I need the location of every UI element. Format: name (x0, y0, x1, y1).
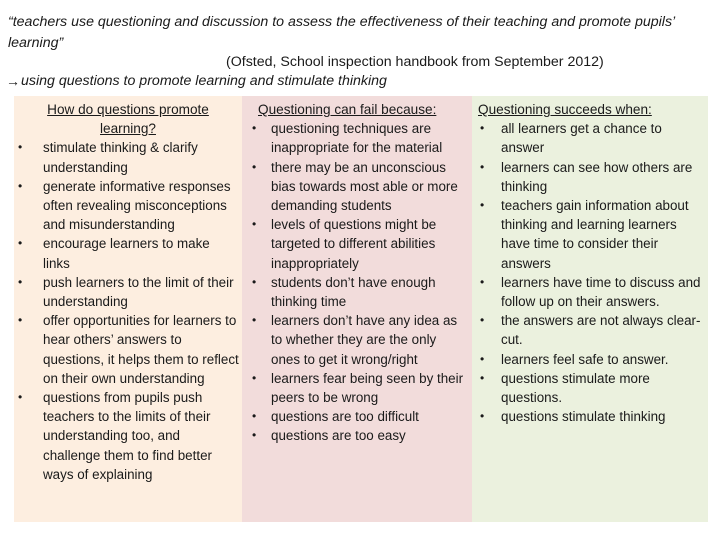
bullet-icon: • (480, 198, 485, 213)
list-item (14, 311, 242, 388)
column-heading: Questioning succeeds when: (478, 102, 652, 117)
list-item (472, 158, 708, 196)
quote-source: (Ofsted, School inspection handbook from September 2012) (226, 54, 604, 70)
list-item-text: there may be an unconscious bias towards most able or more demanding students (271, 159, 458, 214)
bullet-icon: • (252, 428, 257, 443)
column-questioning-fails (242, 96, 472, 522)
list-item-text: the answers are not always clear-cut. (501, 313, 701, 348)
bullet-icon: • (252, 409, 257, 424)
list-item (14, 273, 242, 311)
bullet-icon: • (18, 140, 23, 155)
column-heading: Questioning can fail because: (258, 102, 437, 117)
list-item (14, 234, 242, 272)
list-item (242, 273, 472, 311)
bullet-icon: • (252, 370, 257, 385)
list-item (14, 177, 242, 235)
bullet-icon: • (252, 313, 257, 328)
bullet-list (14, 138, 242, 484)
bullet-icon: • (480, 351, 485, 366)
list-item (242, 158, 472, 216)
bullet-icon: • (252, 159, 257, 174)
list-item-text: all learners get a chance to answer (501, 121, 662, 156)
bullet-icon: • (480, 409, 485, 424)
bullet-icon: • (480, 159, 485, 174)
list-item-text: students don’t have enough thinking time (271, 274, 436, 310)
list-item-text: teachers gain information about thinking and learning learners have time to consider their answers (501, 198, 689, 271)
list-item-text: learners don’t have any idea as to whether they are the only ones to get it wrong/right (271, 313, 458, 367)
list-item (242, 215, 472, 273)
list-item-text: generate informative responses often revealing misconceptions and misunderstanding (43, 178, 231, 233)
list-item (242, 407, 472, 426)
list-item-text: questions are too easy (271, 428, 406, 444)
bullet-icon: • (252, 274, 257, 289)
bullet-icon: • (18, 313, 23, 328)
list-item (242, 426, 472, 445)
list-item (242, 119, 472, 157)
list-item-text: push learners to the limit of their understanding (43, 274, 234, 310)
bullet-icon: • (18, 274, 23, 289)
list-item (472, 273, 708, 311)
column-heading: How do questions promote learning? (47, 102, 209, 137)
list-item-text: offer opportunities for learners to hear others’ answers to questions, it helps them to reflect on their own understanding (43, 313, 239, 386)
bullet-icon: • (18, 390, 23, 405)
list-item-text: learners can see how others are thinking (501, 159, 693, 194)
bullet-icon: • (480, 274, 485, 289)
bullet-icon: • (480, 370, 485, 385)
list-item (472, 119, 708, 157)
list-item (242, 369, 472, 407)
bullet-icon: • (18, 236, 23, 251)
bullet-icon: • (480, 121, 485, 136)
list-item-text: questions from pupils push teachers to the limits of their understanding too, and challenge them to find better ways of explaining (43, 390, 212, 482)
column-questioning-succeeds (472, 96, 708, 522)
list-item-text: learners fear being seen by their peers to be wrong (271, 370, 464, 406)
list-item-text: learners feel safe to answer. (501, 351, 669, 367)
list-item (472, 196, 708, 273)
list-item-text: questions stimulate thinking (501, 409, 666, 425)
list-item (472, 407, 708, 426)
bullet-icon: • (252, 217, 257, 232)
list-item (472, 350, 708, 369)
bullet-icon: • (480, 313, 485, 328)
bullet-icon: • (18, 178, 23, 193)
list-item (242, 311, 472, 369)
list-item-text: questions are too difficult (271, 409, 419, 425)
list-item-text: learners have time to discuss and follow up on their answers. (501, 274, 701, 310)
list-item-text: stimulate thinking & clarify understanding (43, 140, 198, 175)
list-item (14, 388, 242, 484)
subtitle-text: using questions to promote learning and stimulate thinking (21, 73, 387, 89)
slide-subtitle (6, 71, 387, 91)
list-item-text: questioning techniques are inappropriate for the material (271, 121, 443, 156)
column-how-questions-promote (14, 96, 242, 522)
list-item (14, 138, 242, 176)
list-item (472, 311, 708, 349)
list-item-text: levels of questions might be targeted to different abilities inappropriately (271, 217, 437, 271)
bullet-list (242, 119, 472, 445)
bullet-icon: • (252, 121, 257, 136)
bullet-list (472, 119, 708, 426)
list-item (472, 369, 708, 407)
right-arrow-icon: → (6, 73, 20, 89)
ofsted-quote: “teachers use questioning and discussion to assess the effectiveness of their teaching and promote pupils’ learning” (8, 14, 675, 51)
list-item-text: encourage learners to make links (43, 236, 210, 271)
list-item-text: questions stimulate more questions. (501, 370, 650, 406)
